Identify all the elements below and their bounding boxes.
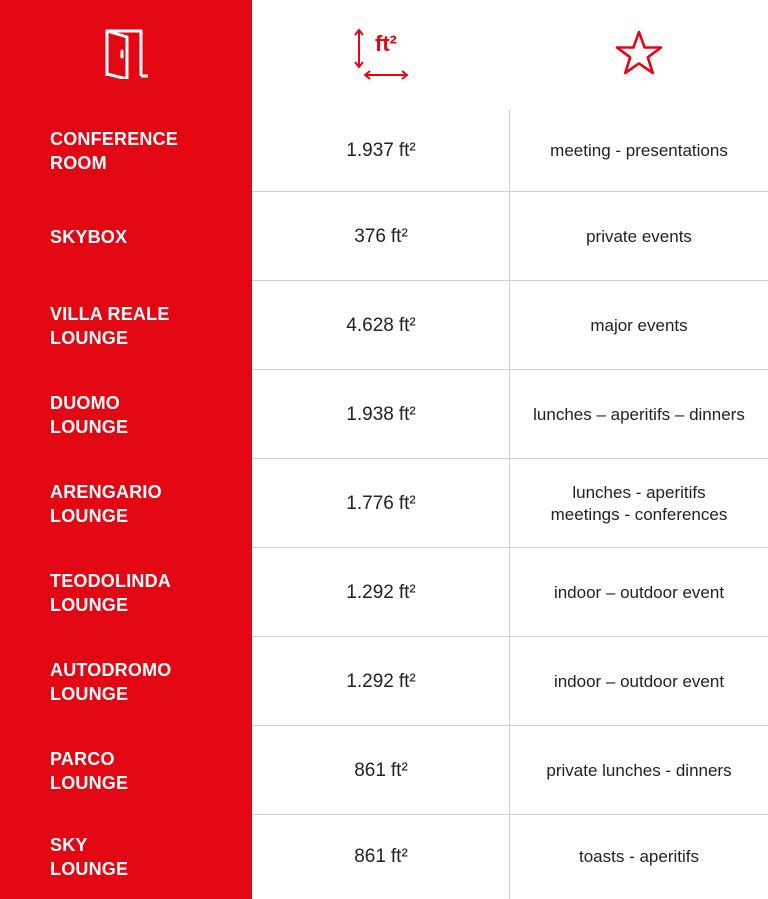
- room-name: SKYBOX: [50, 226, 128, 247]
- area-value: 861: [354, 845, 386, 867]
- table-row: [0, 815, 768, 898]
- room-use: private lunches - dinners: [546, 760, 732, 780]
- room-name: DUOMO LOUNGE: [50, 392, 129, 437]
- room-area: [252, 637, 510, 726]
- room-area: [252, 370, 510, 459]
- room-area: [252, 548, 510, 637]
- room-use: indoor – outdoor event: [553, 582, 725, 602]
- header-use: [510, 0, 768, 110]
- table-row: [0, 637, 768, 726]
- door-icon: [101, 27, 151, 84]
- area-unit: ft²: [398, 670, 416, 692]
- room-name: CONFERENCE ROOM: [50, 129, 179, 173]
- room-name: SKY LOUNGE: [50, 834, 129, 879]
- room-use: meeting - presentations: [550, 141, 728, 160]
- room-area: [252, 459, 510, 548]
- table-row: [0, 192, 768, 281]
- table-row: [0, 459, 768, 548]
- room-name: VILLA REALE LOUNGE: [50, 303, 170, 348]
- room-area: [252, 192, 510, 281]
- area-value: 376: [354, 225, 386, 247]
- room-area: [252, 726, 510, 815]
- room-name: TEODOLINDA LOUNGE: [50, 570, 171, 615]
- area-unit: ft²: [390, 759, 408, 781]
- room-name: ARENGARIO LOUNGE: [50, 481, 162, 526]
- area-value: 1.776: [346, 492, 394, 514]
- area-value: 1.292: [346, 670, 394, 692]
- area-ft2-icon: [351, 27, 411, 83]
- area-unit: ft²: [398, 492, 416, 514]
- area-value: 861: [354, 759, 386, 781]
- room-area: [252, 281, 510, 370]
- room-use: lunches – aperitifs – dinners: [533, 404, 745, 424]
- room-use: toasts - aperitifs: [579, 846, 699, 866]
- table-row: [0, 370, 768, 459]
- room-name: PARCO LOUNGE: [50, 748, 129, 793]
- table-row: [0, 548, 768, 637]
- area-unit: ft²: [390, 845, 408, 867]
- area-icon-label: ft²: [375, 31, 397, 56]
- room-use: major events: [590, 315, 688, 335]
- room-area: [252, 110, 510, 192]
- area-unit: ft²: [398, 314, 416, 336]
- room-use: indoor – outdoor event: [553, 671, 725, 691]
- table-row: [0, 726, 768, 815]
- area-unit: ft²: [398, 403, 416, 425]
- room-use: lunches - aperitifs meetings - conferences: [550, 482, 728, 524]
- area-unit: ft²: [398, 140, 416, 161]
- room-name: AUTODROMO LOUNGE: [50, 659, 172, 704]
- area-unit: ft²: [390, 225, 408, 247]
- room-use: private events: [586, 226, 692, 246]
- area-unit: ft²: [398, 581, 416, 603]
- header-area: [252, 0, 510, 110]
- area-value: 4.628: [346, 314, 394, 336]
- room-area: [252, 815, 510, 898]
- header-room: [0, 0, 252, 110]
- table-row: [0, 110, 768, 192]
- area-value: 1.292: [346, 581, 394, 603]
- area-value: 1.938: [346, 403, 394, 425]
- table-row: [0, 281, 768, 370]
- star-icon: [614, 30, 664, 81]
- area-value: 1.937: [346, 140, 394, 161]
